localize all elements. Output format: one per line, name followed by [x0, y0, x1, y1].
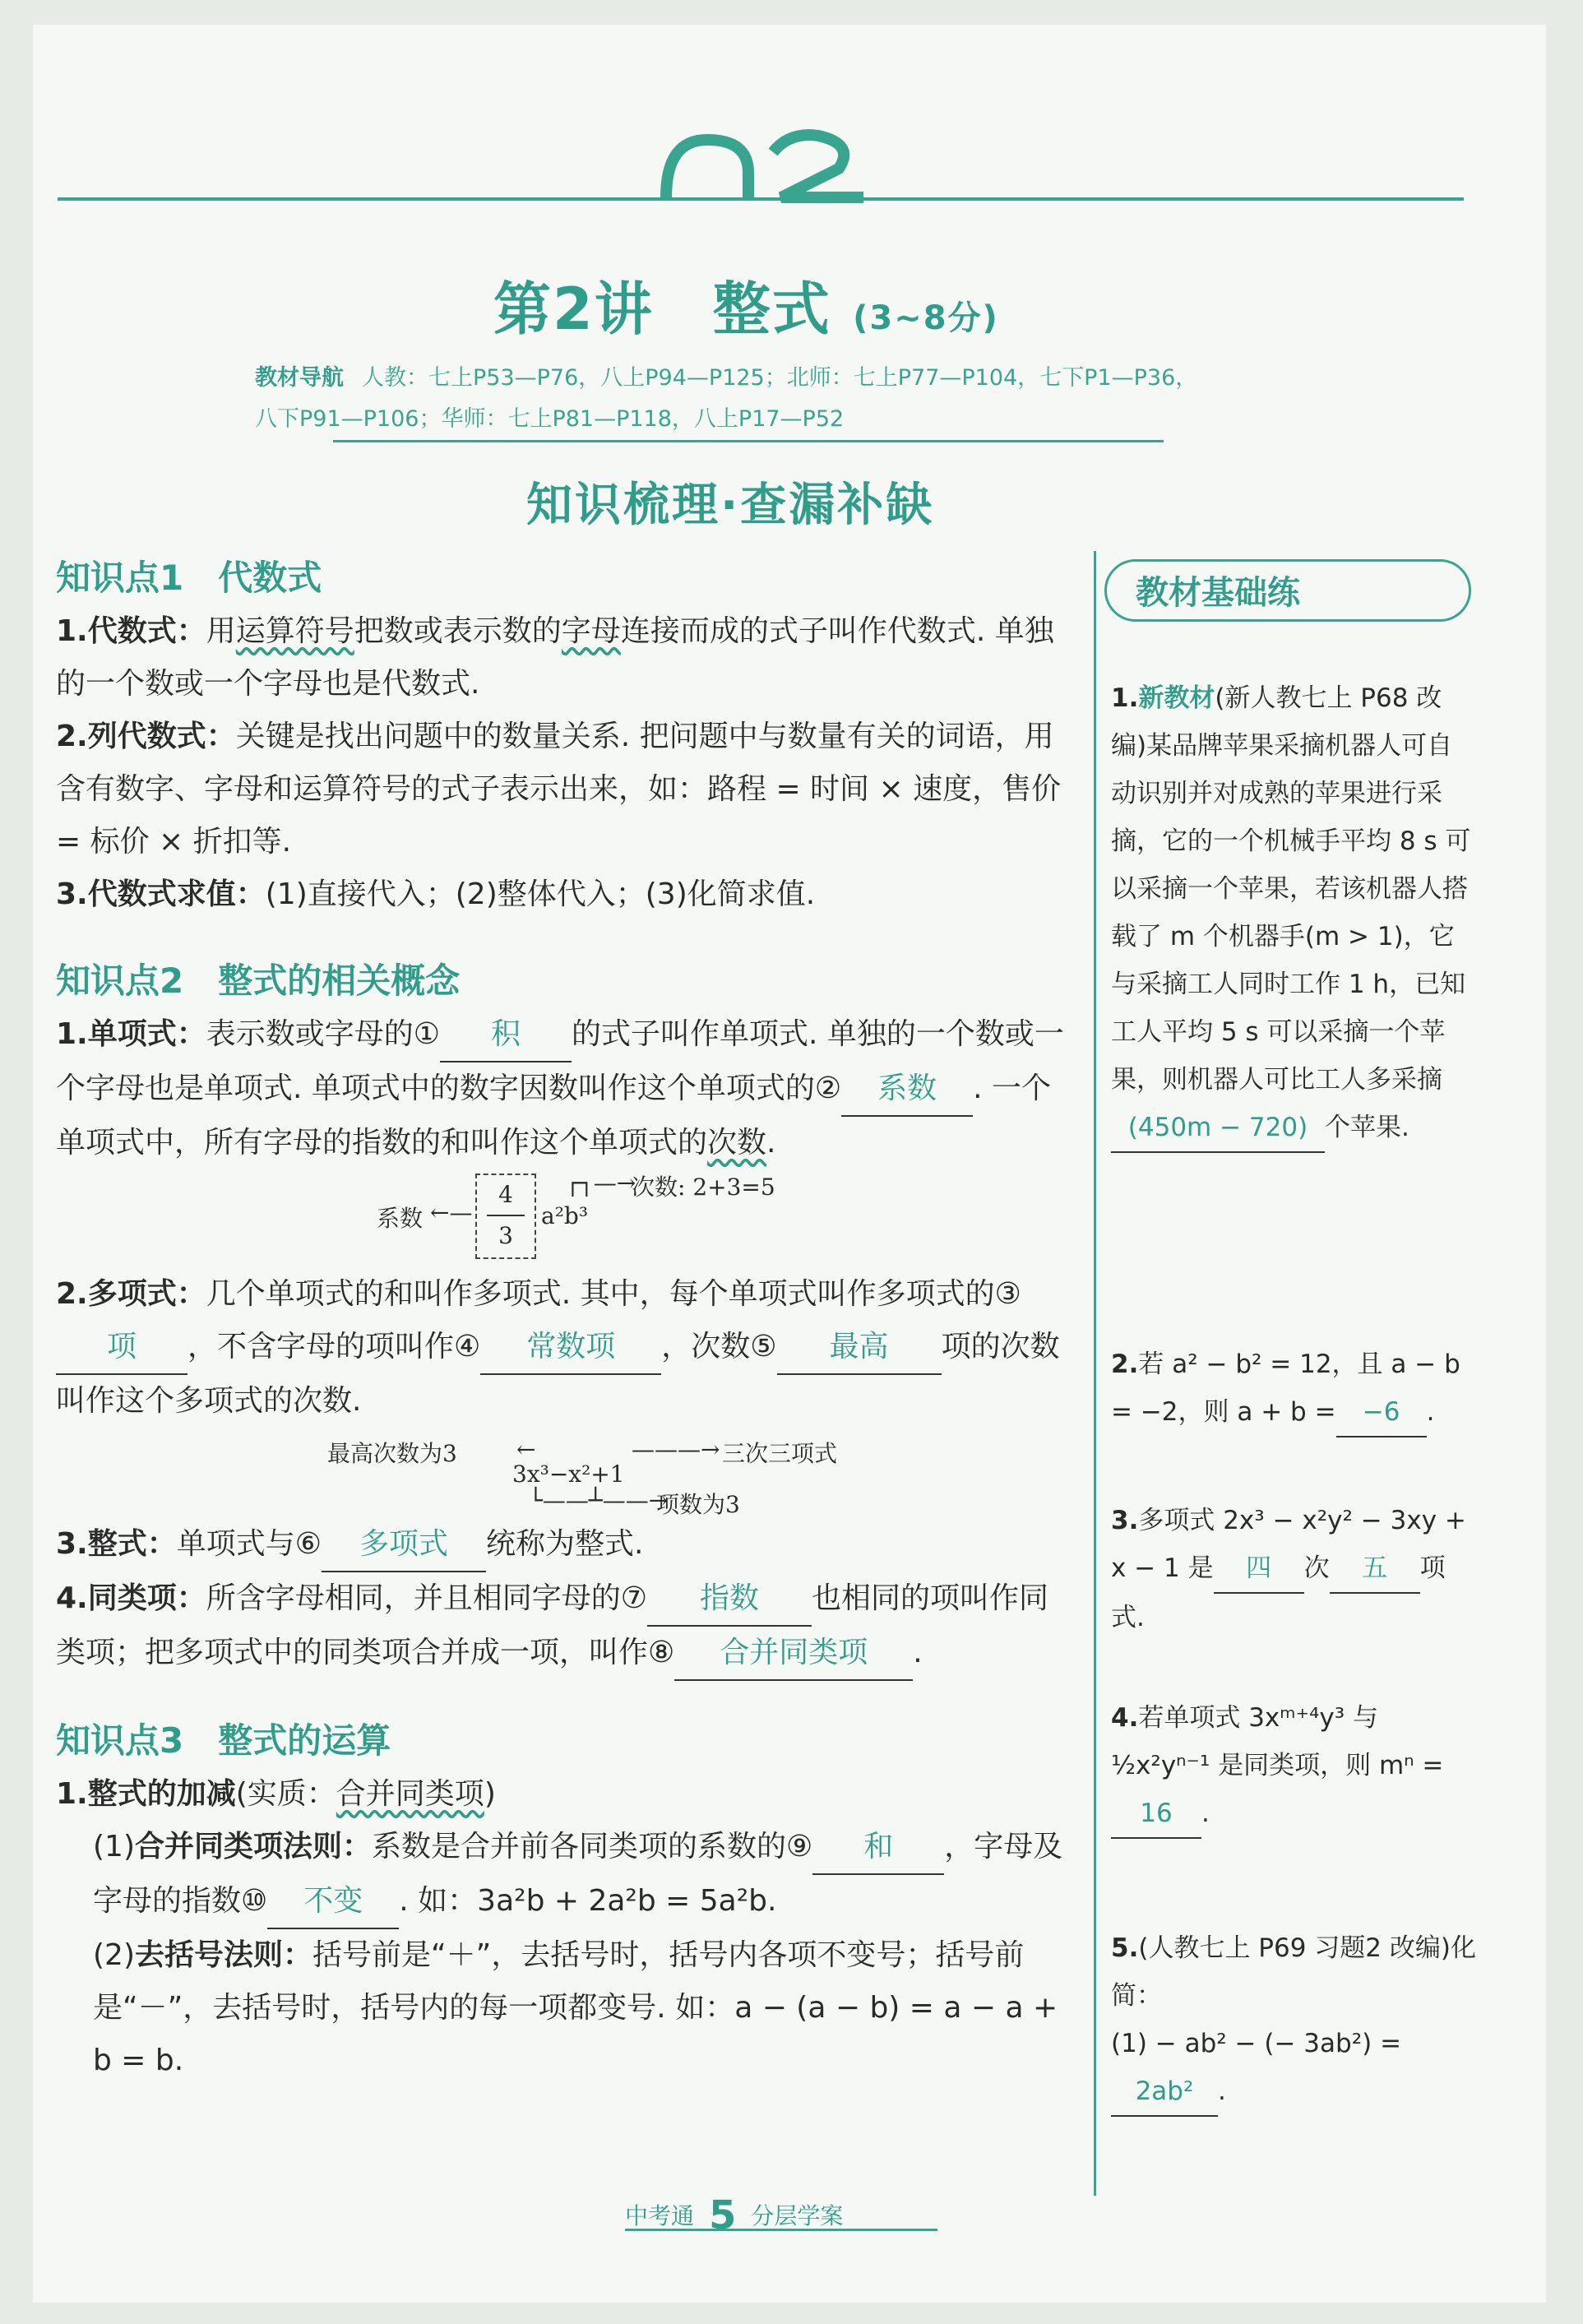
question-2: 2.若 a² − b² = 12，且 a − b = −2，则 a + b = −6 . [1111, 1340, 1477, 1437]
kp1-title: 知识点1 代数式 [56, 558, 322, 598]
chapter-number-logo [658, 123, 872, 206]
monomial-diagram: 系数 ←— 4 3 a²b³ ┌┐—→ 次数: 2+3=5 [56, 1169, 1076, 1268]
lecture-title: 第2讲 整式 (3~8分) [493, 275, 999, 343]
kp1-item-3: 3.代数式求值：(1)直接代入；(2)整体代入；(3)化简求值. [56, 877, 816, 911]
kp3-item-1: 1.整式的加减(实质：合并同类项) [56, 1777, 496, 1811]
kp3-rule-1: (1)合并同类项法则：系数是合并前各同类项的系数的⑨ 和 ，字母及字母的指数⑩ 不变 . 如：3a²b + 2a²b = 5a²b. [56, 1821, 1076, 1929]
question-4: 4.若单项式 3xᵐ⁺⁴y³ 与 ½x²yⁿ⁻¹ 是同类项，则 mⁿ =16 . [1111, 1694, 1477, 1839]
exercise-sidebar [1094, 551, 1487, 2196]
question-5: 5.(人教七上 P69 习题2 改编)化简： (1) − ab² − (− 3ab²) =2ab² . [1111, 1924, 1477, 2117]
page [33, 25, 1546, 2303]
kp2-item-4: 4.同类项：所含字母相同，并且相同字母的⑦ 指数 也相同的项叫作同类项；把多项式中的同类项合并成一项，叫作⑧ 合并同类项 . [56, 1572, 1076, 1681]
page-number: 5 [709, 2192, 737, 2238]
polynomial-diagram: 最高次数为3 ← 3x³−x²+1 ———→ 三次三项式 └——┴——→ 项数为3 [327, 1436, 838, 1518]
kp1-item-1: 1.代数式：用运算符号把数或表示数的字母连接而成的式子叫作代数式. 单独的一个数或一个字母也是代数式. [56, 614, 1054, 701]
page-footer: 中考通 5 分层学案 [625, 2187, 937, 2231]
textbook-guide: 教材导航 人教：七上P53—P76，八上P94—P125；北师：七上P77—P104，七下P1—P36， 八下P91—P106；华师：七上P81—P118，八上P17—P52 [255, 365, 1198, 432]
kp2-title: 知识点2 整式的相关概念 [56, 961, 461, 1001]
kp3-title: 知识点3 整式的运算 [56, 1720, 391, 1761]
sidebar-title: 教材基础练 [1104, 559, 1471, 622]
separator [333, 440, 1164, 442]
kp1-item-2: 2.列代数式：关键是找出问题中的数量关系. 把问题中与数量有关的词语，用含有数字、字母和运算符号的式子表示出来，如：路程 = 时间 × 速度，售价 = 标价 × 折扣等. [56, 720, 1062, 859]
question-3: 3.多项式 2x³ − x²y² − 3xy + x − 1 是 四 次 五 项式. [1111, 1506, 1466, 1632]
kp2-item-1: 1.单项式：表示数或字母的① 积 的式子叫作单项式. 单独的一个数或一个字母也是单项式. 单项式中的数字因数叫作这个单项式的② 系数 . 一个单项式中，所有字母的指数的和叫作这个单项式的次数. [56, 1008, 1076, 1169]
kp2-item-2: 2.多项式：几个单项式的和叫作多项式. 其中，每个单项式叫作多项式的③项 ，不含字母的项叫作④ 常数项 ，次数⑤ 最高 项的次数叫作这个多项式的次数. [56, 1277, 1060, 1418]
question-1: 1.新教材(新人教七上 P68 改编)某品牌苹果采摘机器人可自动识别并对成熟的苹果进行采摘，它的一个机械手平均 8 s 可以采摘一个苹果，若该机器人搭载了 m 个机器手(m > 1)，它与采摘工人同时工作 1 h，已知工人平均 5 s 可以采摘一个苹果，则机器人可比工人多采摘 (450m − 720) 个苹果. [1111, 674, 1477, 1153]
kp2-item-3: 3.整式：单项式与⑥ 多项式 统称为整式. [56, 1518, 1076, 1572]
knowledge-column [33, 551, 1094, 2212]
kp3-rule-2: (2)去括号法则：括号前是“＋”，去括号时，括号内各项不变号；括号前是“－”，去括号时，括号内的每一项都变号. 如：a − (a − b) = a − a + b = b. [93, 1938, 1058, 2077]
section-title: 知识梳理·查漏补缺 [526, 479, 935, 532]
